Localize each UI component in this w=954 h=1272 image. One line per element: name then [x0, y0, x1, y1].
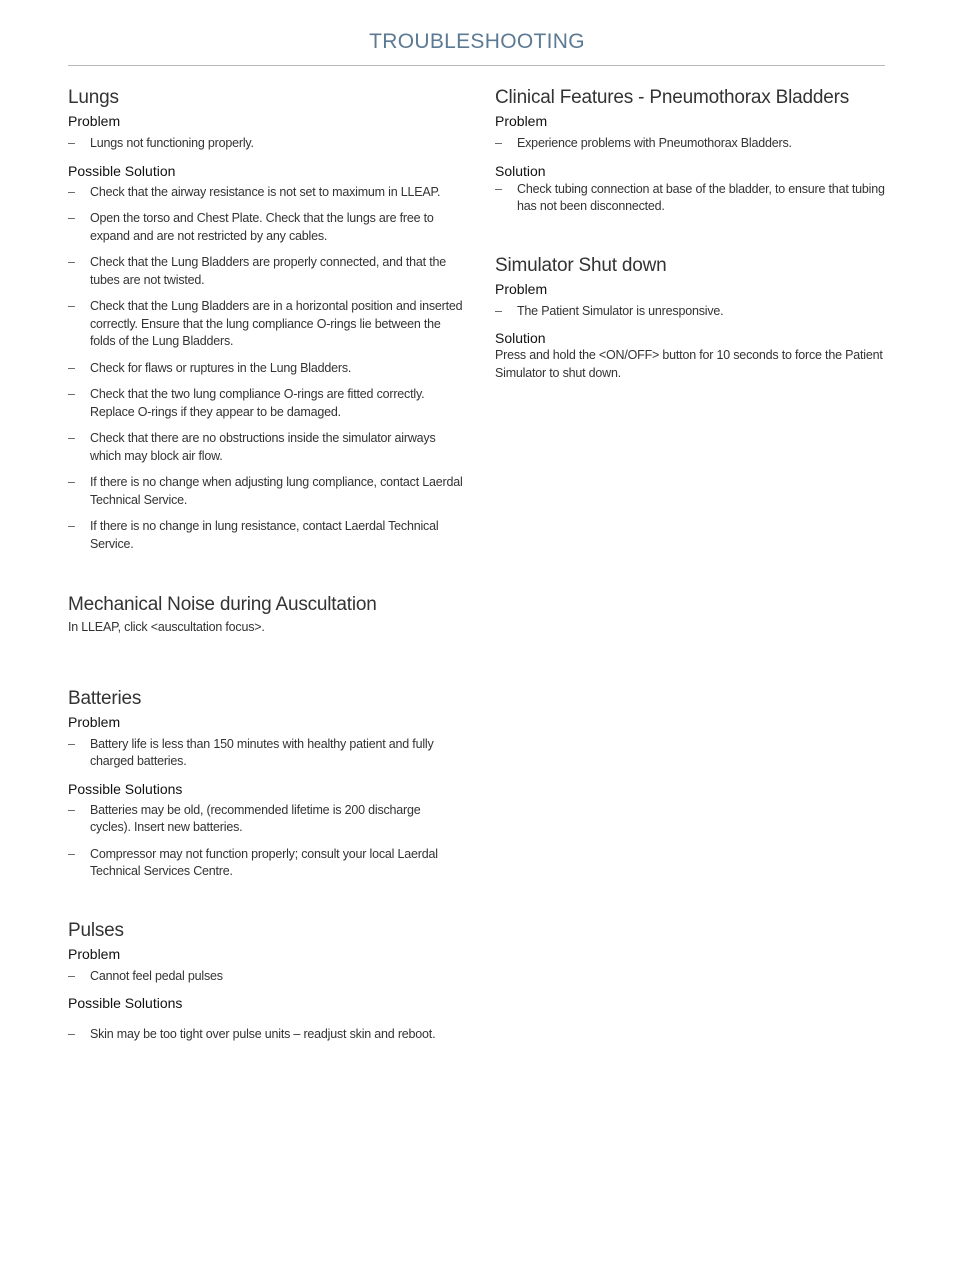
section-title: Lungs [68, 87, 119, 108]
problem-label: Problem [68, 113, 121, 129]
dash-bullet: – [68, 211, 75, 225]
list-item: – Check that the Lung Bladders are in a horizontal position and inserted correctly. Ensure that the lung compliance O-rings lie between the folds of the Lung Bladders. [68, 299, 463, 348]
problem-label: Problem [495, 280, 548, 297]
list-item: – Skin may be too tight over pulse units – readjust skin and reboot. [68, 1026, 463, 1044]
list-item: – The Patient Simulator is unresponsive. [495, 303, 887, 321]
list-item: – Check for flaws or ruptures in the Lung Bladders. [68, 360, 463, 378]
problem-label: Problem [68, 713, 121, 730]
list-item: – Open the torso and Chest Plate. Check that the lungs are free to expand and are not restricted by any cables. [68, 211, 434, 243]
solution-label: Possible Solutions [68, 780, 183, 797]
problem-list [495, 135, 887, 153]
solution-label: Possible Solution [68, 162, 176, 179]
list-item: – If there is no change in lung resistance, contact Laerdal Technical Service. [68, 519, 439, 551]
dash-bullet: – [68, 360, 75, 375]
section-title: Pulses [68, 919, 124, 941]
section-pulses [68, 919, 463, 1044]
solution-list [68, 802, 463, 881]
header-divider [68, 65, 885, 66]
problem-list [495, 303, 887, 321]
problem-label: Problem [495, 113, 548, 129]
section-title: Clinical Features - Pneumothorax Bladders [495, 87, 850, 108]
list-item: – Check that the Lung Bladders are properly connected, and that the tubes are not twisted. [68, 255, 446, 287]
list-item: – Cannot feel pedal pulses [68, 968, 463, 986]
dash-bullet: – [68, 968, 75, 983]
dash-bullet: – [68, 802, 75, 817]
dash-bullet: – [68, 846, 75, 861]
list-item: – Check that the airway resistance is not set to maximum in LLEAP. [68, 184, 463, 202]
problem-list [68, 135, 463, 153]
page-title: TROUBLESHOOTING [369, 30, 585, 53]
solution-label: Solution [495, 162, 546, 179]
section-lungs [68, 86, 463, 553]
dash-bullet: – [495, 181, 502, 196]
list-item: – Experience problems with Pneumothorax Bladders. [495, 135, 887, 153]
list-item: – Batteries may be old, (recommended lifetime is 200 discharge cycles). Insert new batteries. [68, 802, 421, 834]
problem-label: Problem [68, 945, 121, 962]
dash-bullet: – [68, 184, 75, 199]
solution-list [68, 1026, 463, 1044]
dash-bullet: – [68, 475, 75, 489]
section-title: Batteries [68, 687, 142, 709]
solution-list [495, 181, 887, 216]
right-column [495, 86, 887, 382]
section-title: Mechanical Noise during Auscultation [68, 594, 377, 615]
section-text: In LLEAP, click <auscultation focus>. [68, 620, 265, 634]
solution-label: Solution [495, 330, 546, 346]
dash-bullet: – [68, 736, 75, 751]
list-item: – Compressor may not function properly; consult your local Laerdal Technical Services Centre. [68, 846, 438, 878]
dash-bullet: – [68, 1027, 75, 1041]
dash-bullet: – [68, 387, 75, 401]
section-simulator-shutdown [495, 254, 887, 383]
section-title: Simulator Shut down [495, 254, 667, 276]
list-item: – Check that there are no obstructions inside the simulator airways which may block air flow. [68, 431, 436, 463]
dash-bullet: – [68, 519, 75, 533]
solution-list [68, 184, 463, 554]
dash-bullet: – [68, 299, 75, 313]
problem-list [68, 968, 463, 986]
dash-bullet: – [68, 431, 75, 445]
list-item: – Lungs not functioning properly. [68, 135, 463, 153]
section-batteries [68, 687, 463, 881]
dash-bullet: – [495, 136, 502, 150]
dash-bullet: – [68, 136, 75, 150]
section-pneumothorax [495, 86, 887, 216]
solution-text: Press and hold the <ON/OFF> button for 10 seconds to force the Patient Simulator to shut down. [495, 348, 883, 380]
list-item: – If there is no change when adjusting lung compliance, contact Laerdal Technical Service. [68, 475, 463, 507]
list-item: – Check that the two lung compliance O-rings are fitted correctly. Replace O-rings if they appear to be damaged. [68, 387, 425, 419]
left-column [68, 86, 463, 1053]
dash-bullet: – [495, 303, 502, 318]
problem-list [68, 736, 463, 771]
section-mechanical-noise [68, 593, 463, 637]
dash-bullet: – [68, 255, 75, 269]
list-item: – Check tubing connection at base of the bladder, to ensure that tubing has not been disconnected. [495, 181, 885, 213]
solution-label: Possible Solutions [68, 995, 183, 1011]
list-item: – Battery life is less than 150 minutes with healthy patient and fully charged batteries. [68, 736, 434, 768]
